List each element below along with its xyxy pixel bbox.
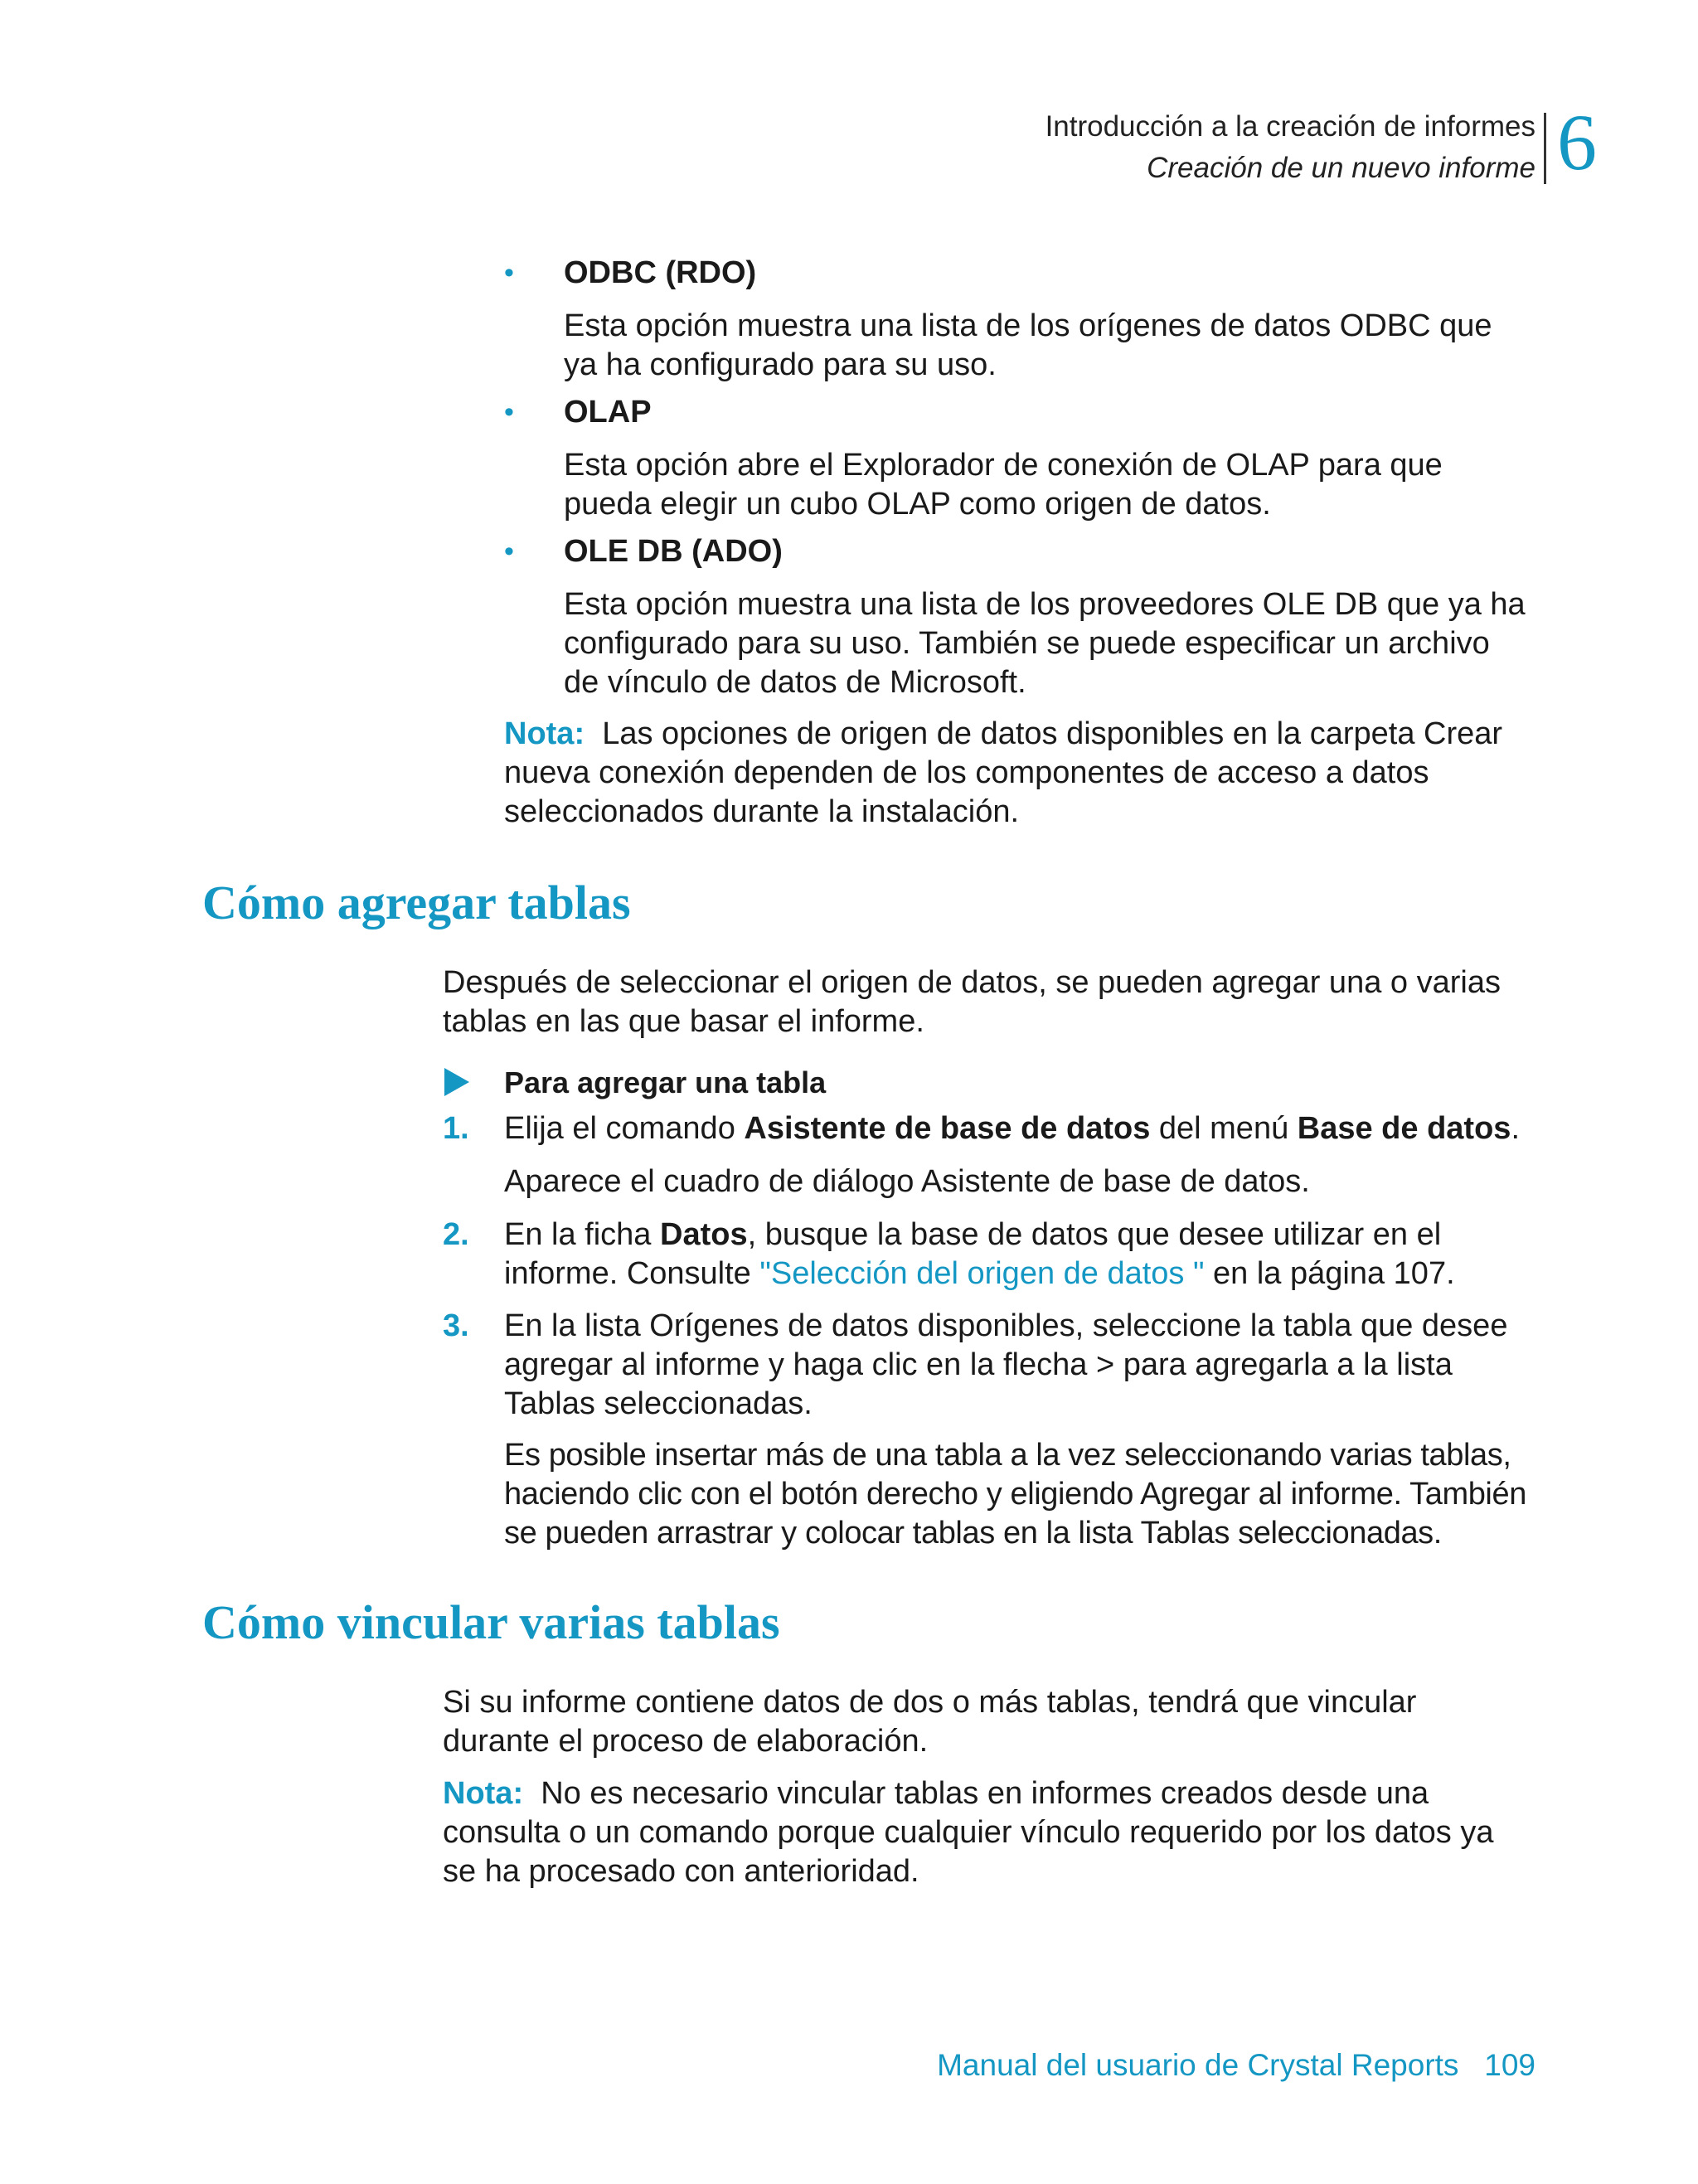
- note-label: Nota:: [504, 716, 585, 751]
- section-heading: Cómo vincular varias tablas: [202, 1595, 780, 1649]
- bullet-term: OLAP: [564, 395, 652, 430]
- bullet-icon: •: [504, 536, 514, 567]
- header-subtitle: Creación de un nuevo informe: [1147, 152, 1535, 184]
- chapter-number: 6: [1557, 98, 1597, 187]
- section-heading: Cómo agregar tablas: [202, 876, 631, 929]
- bullet-description: Esta opción muestra una lista de los orígenes de datos ODBC que ya ha configurado para su uso.: [564, 308, 1492, 382]
- step-text: Elija el comando Asistente de base de datos del menú Base de datos.: [504, 1111, 1520, 1146]
- step-number: 2.: [443, 1217, 469, 1252]
- page-footer: [937, 2045, 1535, 2086]
- bullet-term: ODBC (RDO): [564, 255, 757, 290]
- footer-book-title: Manual del usuario de Crystal Reports: [937, 2048, 1459, 2082]
- step-result: Aparece el cuadro de diálogo Asistente de base de datos.: [504, 1164, 1310, 1199]
- step-number: 3.: [443, 1308, 469, 1343]
- bullet-icon: •: [504, 257, 514, 289]
- note: Nota: Las opciones de origen de datos disponibles en la carpeta Crear nueva conexión dependen de los componentes de acceso a datos seleccionados durante la instalación.: [504, 716, 1503, 829]
- step-text: En la ficha Datos, busque la base de datos que desee utilizar en el informe. Consulte "Selección del origen de datos " en la página 107.: [504, 1217, 1455, 1291]
- procedure-title: Para agregar una tabla: [504, 1065, 827, 1099]
- cross-reference-link[interactable]: "Selección del origen de datos ": [759, 1256, 1205, 1291]
- procedure-arrow-icon: [444, 1068, 469, 1096]
- note: Nota: No es necesario vincular tablas en informes creados desde una consulta o un comando porque cualquier vínculo requerido por los datos ya se ha procesado con anterioridad.: [443, 1776, 1494, 1889]
- note-label: Nota:: [443, 1776, 524, 1811]
- step-number: 1.: [443, 1111, 469, 1146]
- header-title: Introducción a la creación de informes: [1045, 110, 1535, 143]
- bullet-description: Esta opción abre el Explorador de conexión de OLAP para que pueda elegir un cubo OLAP como origen de datos.: [564, 448, 1443, 522]
- bullet-icon: •: [504, 396, 514, 428]
- bullet-term: OLE DB (ADO): [564, 534, 783, 569]
- header-divider: [1544, 113, 1546, 184]
- bullet-description: Esta opción muestra una lista de los proveedores OLE DB que ya ha configurado para su uso. También se puede especificar un archivo de vínculo de datos de Microsoft.: [564, 587, 1526, 700]
- section-intro: Si su informe contiene datos de dos o más tablas, tendrá que vincular durante el proceso de elaboración.: [443, 1685, 1417, 1759]
- section-intro: Después de seleccionar el origen de datos, se pueden agregar una o varias tablas en las que basar el informe.: [443, 965, 1501, 1039]
- step-extra: Es posible insertar más de una tabla a la vez seleccionando varias tablas, haciendo clic con el botón derecho y eligiendo Agregar al informe. También se pueden arrastrar y colocar tablas en la lista Tablas seleccionadas.: [504, 1438, 1526, 1551]
- page-number: 109: [1484, 2048, 1535, 2082]
- running-header: [1045, 106, 1535, 189]
- step-text: En la lista Orígenes de datos disponibles, seleccione la tabla que desee agregar al informe y haga clic en la flecha > para agregarla a la lista Tablas seleccionadas.: [504, 1308, 1508, 1421]
